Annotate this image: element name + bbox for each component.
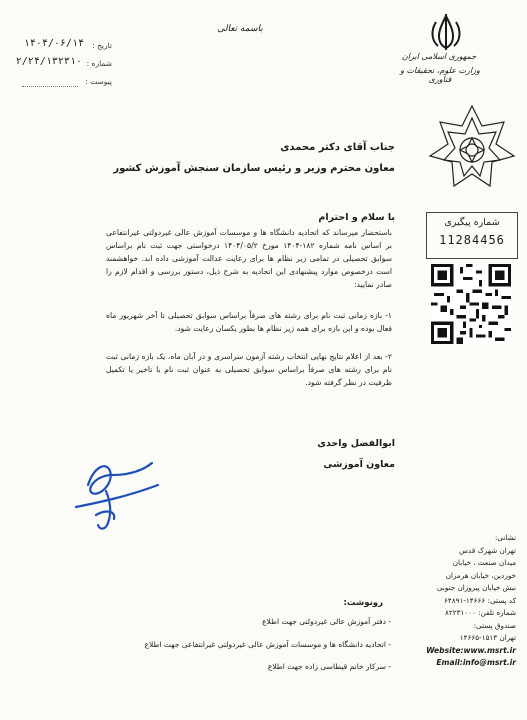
- cc-title: رونوشت:: [343, 598, 383, 608]
- number-label: شماره :: [86, 59, 112, 68]
- cc-item: - سرکار خانم قیطاسی زاده جهت اطلاع: [267, 662, 391, 671]
- address-line: نبش خیابان پیروزان جنوبی: [436, 583, 516, 592]
- org-name-line1: جمهوری اسلامی ایران: [401, 52, 477, 61]
- address-line: تهران شهرک قدس: [459, 545, 516, 555]
- attachment-label: پیوست :: [85, 77, 112, 86]
- number-value: ۲/۲۴/۱۳۲۳۱۰: [15, 56, 82, 67]
- cc-item: - دفتر آموزش عالی غیردولتی جهت اطلاع: [262, 617, 391, 626]
- signatory-name: ابوالفضل واحدی: [317, 438, 395, 449]
- basmala: باسمه تعالی: [217, 24, 263, 34]
- iran-emblem-icon: [428, 12, 464, 52]
- signatory-title: معاون آموزشی: [323, 459, 395, 470]
- request-item-2: ۲- بعد از اعلام نتایج نهایی انتخاب رشته آزمون سراسری و در آبان ماه، یک بازه زمانی ثبت نام برای رشته های صرفاً براساس سوابق تحصیلی به عنوان ثبت نام با تاخیر یا تکمیل ظرفیت در نظر گرفته شود.: [106, 352, 392, 387]
- handwritten-signature: [66, 445, 166, 540]
- address-line: خوردین، خیابان هرمزان: [445, 570, 516, 580]
- date-label: تاریخ :: [92, 41, 112, 50]
- po-box-value: تهران ۱۵۱۳-۱۴۶۶۵: [459, 633, 516, 642]
- website-link[interactable]: Website:www.msrt.ir: [426, 645, 516, 655]
- date-value: ۱۴۰۴/۰۶/۱۴: [23, 38, 84, 49]
- phone-number: شماره تلفن: ۸۲۲۳۱۰۰۰: [445, 608, 516, 617]
- address-line: میدان صنعت ، خیابان: [452, 558, 516, 567]
- request-item-1: ۱- بازه زمانی ثبت نام برای رشته های صرفاً براساس سوابق تحصیلی تا آخر شهریور ماه فعال بوده و این بازه برای همه زیر نظام ها بطور یکسان رعایت شود.: [106, 311, 392, 333]
- letter-meta: [15, 38, 112, 88]
- attachment-dotline: [22, 85, 78, 87]
- recipient-title: معاون محترم وزیر و رئیس سازمان سنجش آموزش کشور: [113, 163, 395, 174]
- org-name-line2: وزارت علوم، تحقیقات و فناوری: [400, 66, 480, 84]
- recipient-name: جناب آقای دکتر محمدی: [280, 142, 395, 153]
- po-box-label: صندوق پستی:: [473, 620, 516, 630]
- body-paragraph: باستحضار میرساند که اتحادیه دانشگاه ها و موسسات آموزش عالی غیردولتی غیرانتفاعی بر اساس نامه شماره ۱۸۲-۱۴۰۴ مورخ ۱۴۰۴/۰۵/۲ درخواستی جهت ثبت نام براساس سوابق تحصیلی در تمامی زیر نظام ها برای رعایت عدالت آموزشی داده اند. خواهشمند است درخصوص موارد پیشنهادی این اتحادیه به شرح ذیل، دستور بررسی و اقدام لازم را صادر نمایید:: [106, 228, 392, 289]
- address-block: [424, 532, 516, 670]
- email-link[interactable]: Email:info@msrt.ir: [436, 658, 516, 667]
- salutation: با سلام و احترام: [318, 212, 395, 223]
- tracking-box: [426, 212, 518, 259]
- islamic-star-ornament-icon: [428, 104, 516, 194]
- address-heading: نشانی:: [494, 533, 516, 542]
- tracking-code: 11284456: [439, 233, 505, 247]
- tracking-label: شماره پیگیری: [444, 217, 500, 228]
- qr-code[interactable]: [431, 264, 511, 344]
- cc-item: - اتحادیه دانشگاه ها و موسسات آموزش عالی غیردولتی غیرانتفاعی جهت اطلاع: [144, 640, 391, 649]
- postal-code: کد پستی: ۱۴۶۶۶-۶۴۸۹۱: [444, 595, 516, 605]
